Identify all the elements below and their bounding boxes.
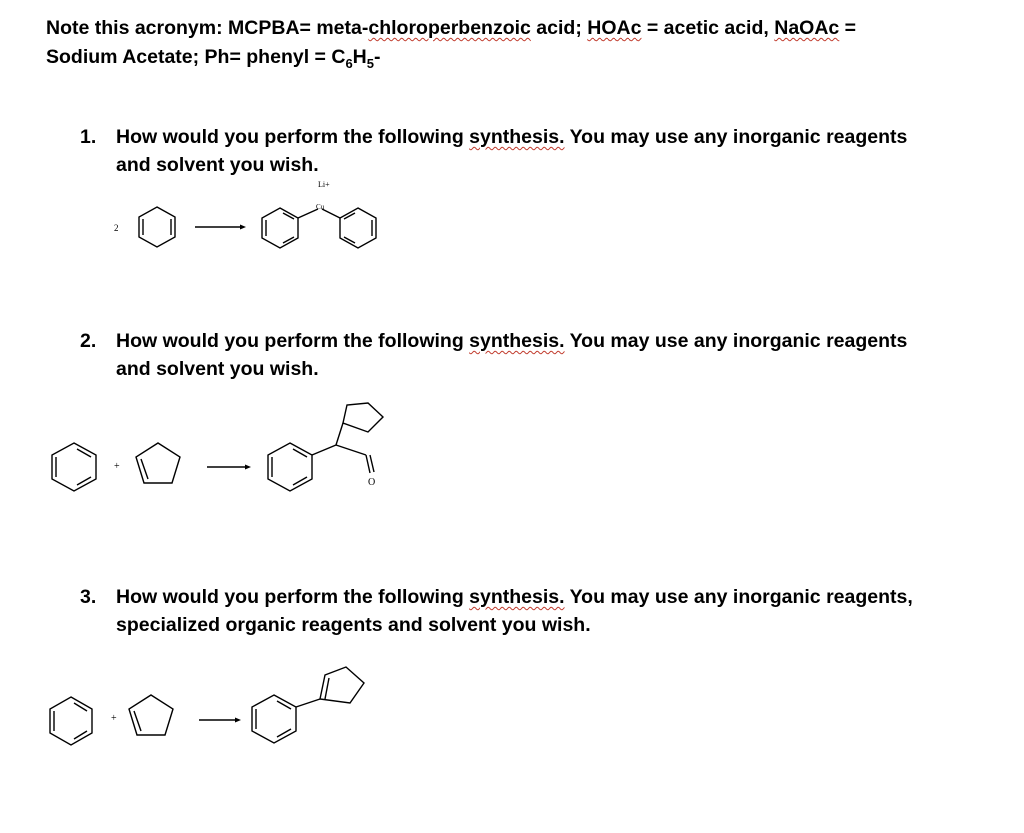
copper-label: Cu (316, 203, 325, 211)
aryl-alkene-bond (296, 699, 320, 707)
question-text-part: You may use any inorganic reagents (564, 330, 908, 352)
cu-bond (322, 209, 340, 218)
question-text (116, 123, 980, 179)
benzene-reactant (52, 443, 96, 491)
reaction-arrow (199, 718, 241, 723)
question-text (116, 583, 980, 639)
spellcheck-word: chloroperbenzoic (368, 17, 531, 39)
question-text-part: How would you perform the following (116, 330, 470, 352)
lithium-label: Li+ (318, 180, 330, 189)
question-text-part: How would you perform the following (116, 586, 470, 608)
subscript: 5 (366, 55, 374, 71)
plus-sign: + (111, 713, 117, 724)
reaction-scheme-1 (0, 175, 1024, 285)
cyclopentene-reactant (129, 695, 173, 735)
question-text-line-2: and solvent you wish. (116, 358, 319, 380)
note-text: Sodium Acetate; Ph= phenyl = C (46, 46, 346, 68)
question-1 (80, 123, 980, 179)
cyclopentenyl-ring (320, 667, 364, 703)
ketone-chain-bond (336, 445, 366, 455)
phenyl-ring-left (262, 208, 298, 248)
cyclopentyl-attachment-bond (336, 423, 343, 445)
question-text (116, 327, 980, 383)
cyclopentyl-ring (343, 403, 383, 432)
spellcheck-word: synthesis. (469, 330, 565, 352)
note-line-1 (46, 14, 986, 43)
note-text: Note this acronym: MCPBA= meta- (46, 17, 369, 39)
spellcheck-word: NaOAc (774, 17, 840, 39)
question-text-part: You may use any inorganic reagents (564, 126, 908, 148)
plus-sign: + (114, 461, 120, 472)
cu-bond (298, 209, 318, 218)
benzene-reactant (50, 697, 92, 745)
question-number: 3. (80, 586, 97, 608)
subscript: 6 (345, 55, 353, 71)
phenyl-ring-product (252, 695, 296, 743)
note-text: acid; (530, 17, 588, 39)
cyclopentene-reactant (136, 443, 180, 483)
spellcheck-word: synthesis. (469, 586, 565, 608)
spellcheck-word: synthesis. (469, 126, 565, 148)
question-text-line-2: and solvent you wish. (116, 154, 319, 176)
note-text: - (374, 46, 381, 68)
carbonyl-bond (366, 455, 370, 473)
question-number: 1. (80, 126, 97, 148)
reaction-scheme-2 (0, 395, 1024, 495)
phenyl-ring-product (268, 443, 312, 491)
stoichiometric-coefficient: 2 (114, 223, 119, 233)
reaction-arrow (207, 465, 251, 470)
note-line-2 (46, 43, 986, 78)
spellcheck-word: HOAc (587, 17, 642, 39)
note-text: = acetic acid, (641, 17, 775, 39)
reaction-scheme-3 (0, 655, 1024, 755)
note-text: = (839, 17, 857, 39)
phenyl-ring-right (340, 208, 376, 248)
carbonyl-double-bond (370, 455, 374, 472)
reaction-arrow (195, 225, 246, 230)
question-text-part: How would you perform the following (116, 126, 470, 148)
oxygen-label: O (368, 477, 376, 488)
question-number: 2. (80, 330, 97, 352)
question-text-line-2: specialized organic reagents and solvent you wish. (116, 614, 591, 636)
question-3 (80, 583, 980, 639)
question-text-part: You may use any inorganic reagents, (564, 586, 913, 608)
benzene-reactant (139, 207, 175, 247)
question-2 (80, 327, 980, 383)
aryl-carbonyl-bond (312, 445, 336, 455)
note-text: H (352, 46, 367, 68)
acronym-note (46, 14, 986, 78)
